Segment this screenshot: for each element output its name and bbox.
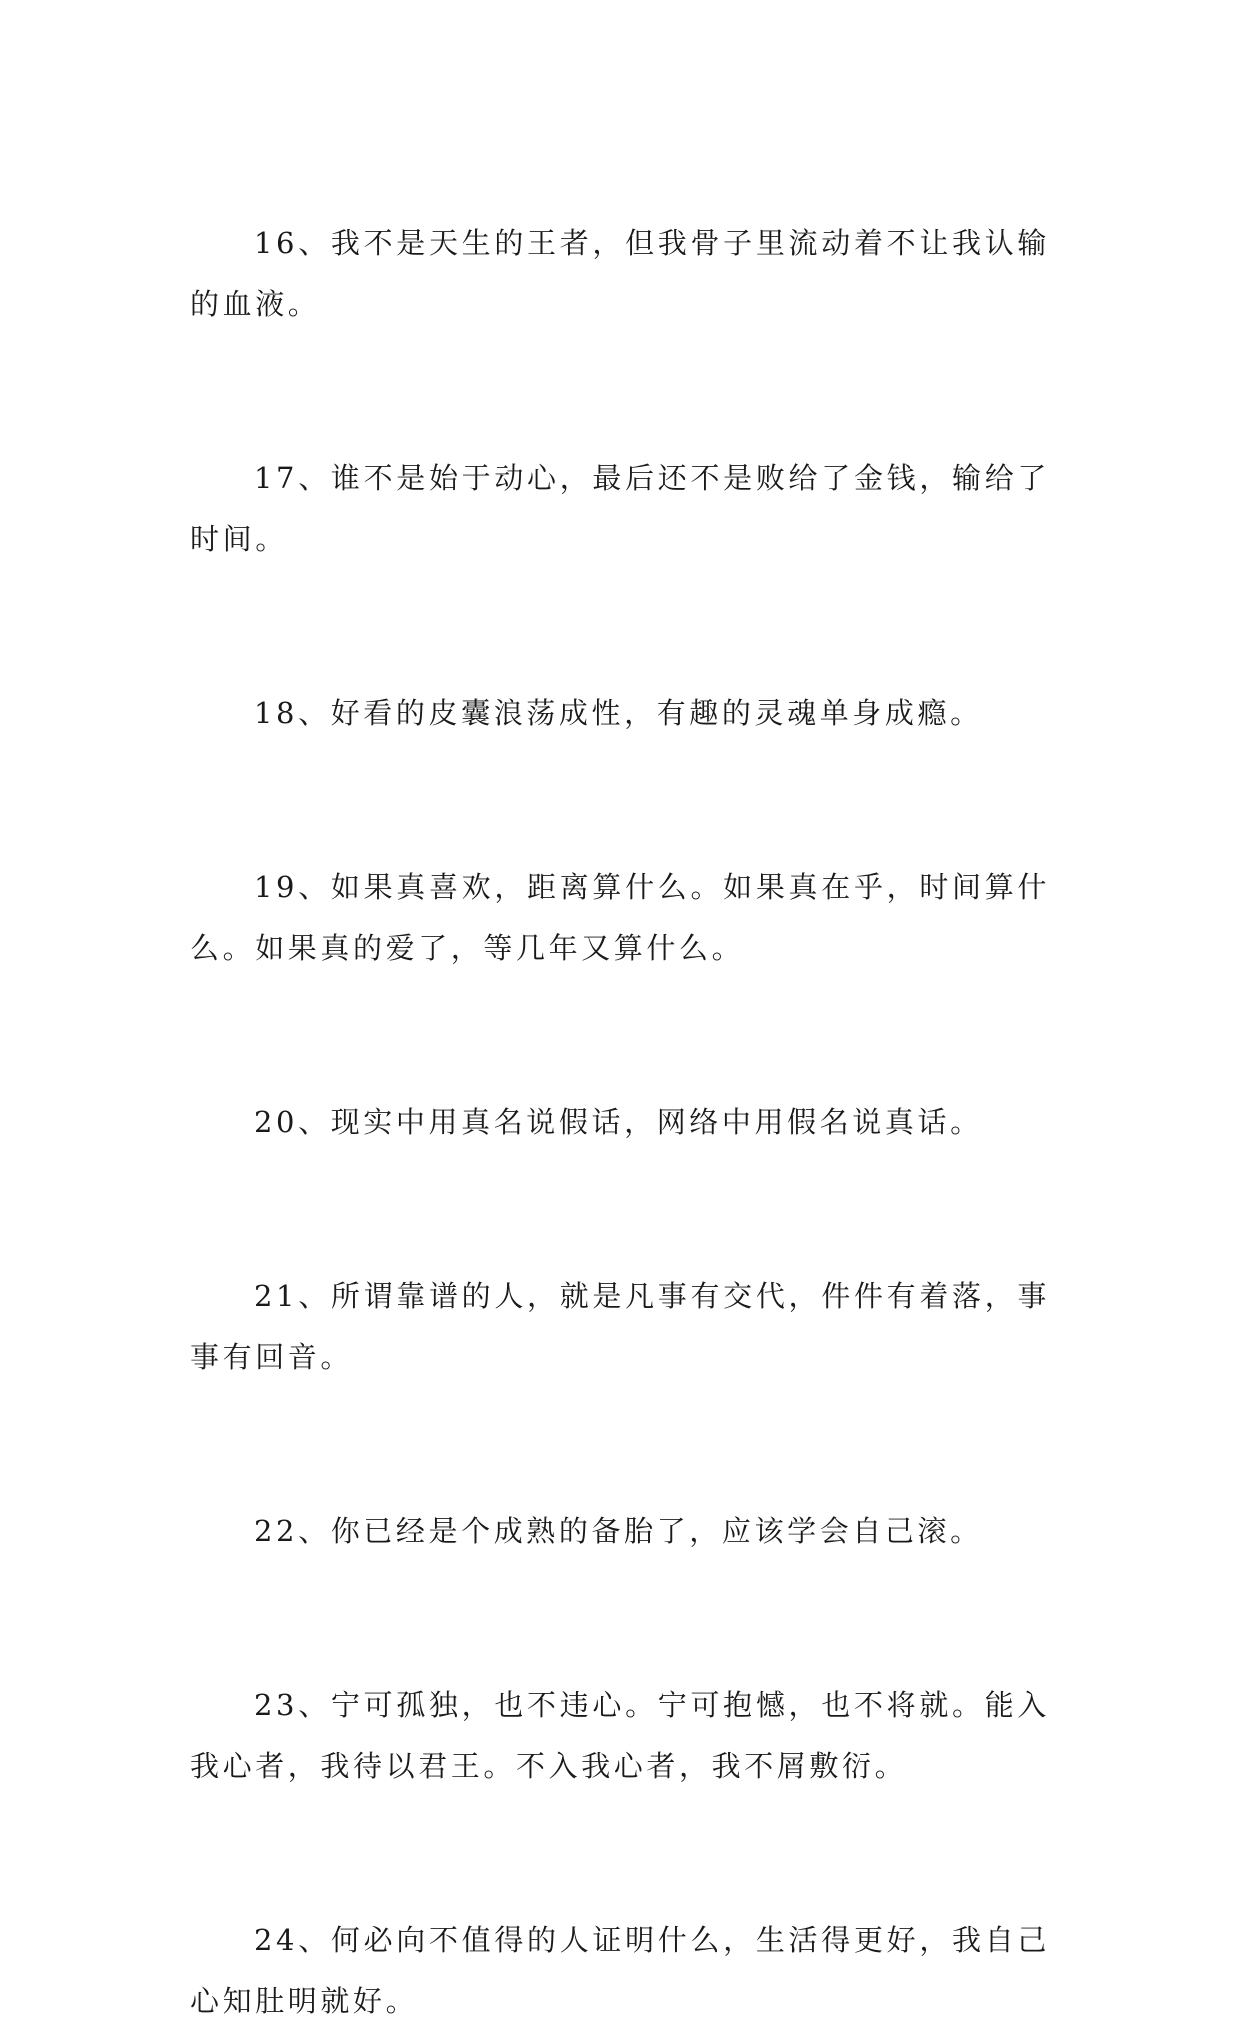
paragraph-23: 23、宁可孤独，也不违心。宁可抱憾，也不将就。能入我心者，我待以君王。不入我心者，我不屑敷衍。 — [190, 1688, 1050, 1783]
paragraph-19: 19、如果真喜欢，距离算什么。如果真在乎，时间算什么。如果真的爱了，等几年又算什么。 — [190, 870, 1050, 965]
document-body — [190, 213, 1050, 2032]
paragraph-22: 22、你已经是个成熟的备胎了，应该学会自己滚。 — [254, 1514, 983, 1548]
paragraph-20: 20、现实中用真名说假话，网络中用假名说真话。 — [254, 1105, 983, 1139]
paragraph-18: 18、好看的皮囊浪荡成性，有趣的灵魂单身成瘾。 — [254, 696, 983, 730]
paragraph-16: 16、我不是天生的王者，但我骨子里流动着不让我认输的血液。 — [190, 226, 1050, 321]
paragraph-17: 17、谁不是始于动心，最后还不是败给了金钱，输给了时间。 — [190, 461, 1050, 556]
paragraph-21: 21、所谓靠谱的人，就是凡事有交代，件件有着落，事事有回音。 — [190, 1279, 1050, 1374]
paragraph-24: 24、何必向不值得的人证明什么，生活得更好，我自己心知肚明就好。 — [190, 1923, 1050, 2018]
